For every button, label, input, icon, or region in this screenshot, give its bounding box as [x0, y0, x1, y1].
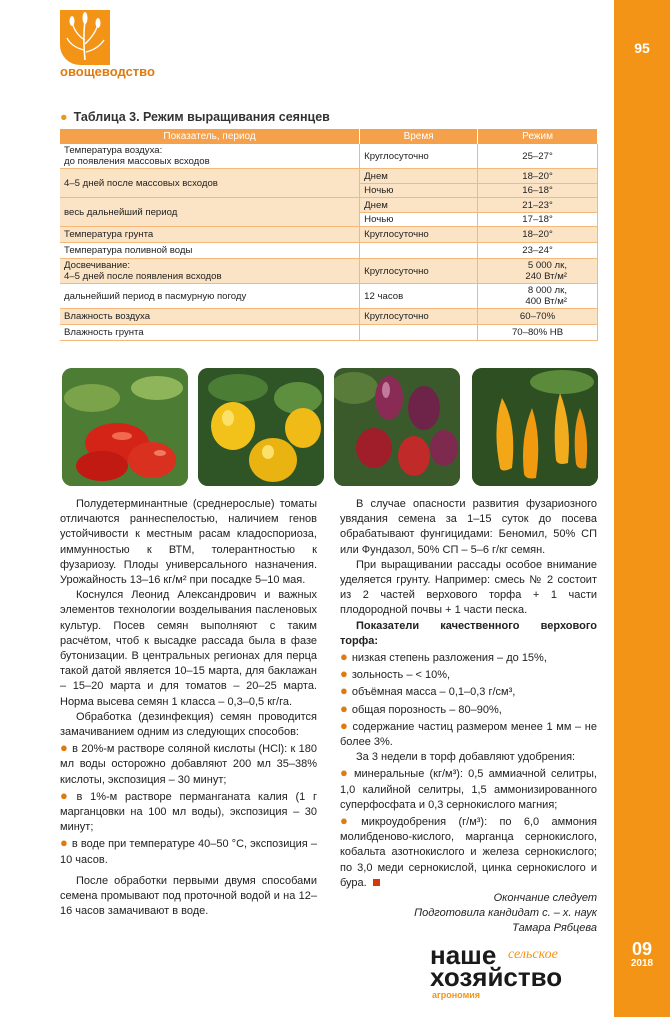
cell-mode: 18–20° [478, 169, 598, 184]
cell-time: 12 часов [360, 284, 478, 309]
list-item-text: микроудобрения (г/м³): по 6,0 аммония молибденово-кислого, марганца сернокислого, кобальта азотнокислого и железа сернокислого; по 3,0 меди сернокислой, цинка сернокислого и бура. [340, 816, 597, 889]
table-header-time: Время [360, 129, 478, 144]
cell-indicator: Температура воздуха: до появления массовых всходов [60, 144, 360, 169]
list-item [60, 835, 317, 867]
cell-mode: 21–23° [478, 198, 598, 213]
page-number: 95 [634, 40, 650, 56]
list-item-text: содержание частиц размером менее 1 мм – не более 3%. [340, 720, 597, 749]
cell-time: Круглосуточно [360, 144, 478, 169]
signature-line: Тамара Рябцева [512, 922, 597, 935]
cell-time [360, 325, 478, 341]
table-row [60, 325, 598, 341]
magazine-title-2: хозяйство [430, 962, 563, 992]
orange-pepper-photo [472, 368, 598, 486]
signature-line: Окончание следует [493, 892, 597, 905]
cell-time: Ночью [360, 213, 478, 227]
cell-indicator: весь дальнейший период [60, 198, 360, 227]
table-row [60, 198, 598, 213]
cell-mode: 18–20° [478, 227, 598, 243]
cell-mode: 23–24° [478, 243, 598, 259]
bullet-icon: ● [60, 110, 68, 124]
right-text-column [340, 497, 597, 937]
cell-indicator: Досвечивание: 4–5 дней после появления всходов [60, 259, 360, 284]
section-label: овощеводство [60, 64, 155, 79]
paragraph: Полудетерминантные (среднерослые) томаты отличаются раннеспелостью, наличием генов устойчивости к местным расам кладоспориоза, иммунностью к ВТМ, толерантностью к фузариозу. Плоды универсального назначения. Урожайность 13–16 кг/м² при посадке 5–10 мая. [60, 498, 317, 587]
list-item [60, 740, 317, 788]
table-row [60, 227, 598, 243]
bullet-icon: ● [340, 813, 358, 829]
bullet-icon: ● [60, 835, 68, 851]
seedling-table [60, 129, 598, 341]
table-row [60, 259, 598, 284]
magazine-sub: сельское [508, 947, 558, 962]
magazine-title-1: наше [430, 940, 497, 970]
red-pepper-photo [62, 368, 188, 486]
page-side-strip [614, 0, 670, 1017]
magazine-tag: агрономия [432, 990, 481, 1000]
left-text-column [60, 497, 317, 919]
cell-time [360, 243, 478, 259]
cell-time: Днем [360, 169, 478, 184]
subheading: Показатели качественного верхового торфа: [340, 619, 597, 647]
purple-pepper-photo [334, 368, 460, 486]
cell-mode: 70–80% НВ [478, 325, 598, 341]
list-item-text: низкая степень разложения – до 15%, [351, 652, 547, 665]
list-item-text: в воде при температуре 40–50 °С, экспозиция – 10 часов. [60, 838, 317, 866]
table-row [60, 169, 598, 184]
yellow-pepper-photo [198, 368, 324, 486]
list-item-text: в 1%-м растворе перманганата калия (1 г марганцовки на 100 мл воды), экспозиция – 30 минут; [60, 790, 317, 834]
bullet-icon: ● [340, 683, 348, 699]
end-mark-icon [373, 879, 380, 886]
bullet-icon: ● [340, 700, 348, 716]
cell-indicator: Температура грунта [60, 227, 360, 243]
cell-indicator: 4–5 дней после массовых всходов [60, 169, 360, 198]
list-item [340, 649, 597, 666]
magazine-logo [430, 940, 610, 1000]
table-title-text: Таблица 3. Режим выращивания сеянцев [73, 110, 330, 124]
paragraph: В случае опасности развития фузариозного увядания семена за 1–15 суток до посева обрабатывают фунгицидами: Беномил, 50% СП или Фундазол, 50% СП – 5–6 г/кг семян. [340, 498, 597, 556]
list-item [340, 765, 597, 813]
paragraph: За 3 недели в торф добавляют удобрения: [356, 751, 576, 764]
list-item [340, 701, 597, 718]
paragraph: Обработка (дезинфекция) семян проводится замачиванием одним из следующих способов: [60, 710, 317, 739]
cell-mode: 8 000 лк, 400 Вт/м² [478, 284, 598, 309]
list-item-text: объёмная масса – 0,1–0,3 г/см³, [351, 686, 516, 699]
table-row [60, 284, 598, 309]
list-item [60, 788, 317, 836]
bullet-icon: ● [60, 787, 73, 803]
bullet-icon: ● [340, 717, 349, 733]
cell-time: Днем [360, 198, 478, 213]
table-row [60, 243, 598, 259]
list-item-text: зольность – < 10%, [351, 669, 451, 682]
issue-number: 09 [631, 939, 653, 959]
cell-indicator: Температура поливной воды [60, 243, 360, 259]
bullet-icon: ● [340, 765, 350, 781]
section-logo-icon [60, 10, 110, 65]
paragraph: При выращивании рассады особое внимание уделяется грунту. Например: смесь № 2 состоит из 2 частей верхового торфа + 1 части плодородной почвы + 1 части песка. [340, 558, 597, 617]
cell-time: Круглосуточно [360, 309, 478, 325]
bullet-icon: ● [60, 740, 69, 756]
bullet-icon: ● [340, 649, 348, 665]
list-item-text: общая порозность – 80–90%, [351, 703, 502, 716]
cell-time: Круглосуточно [360, 227, 478, 243]
table-row [60, 309, 598, 325]
list-item-text: минеральные (кг/м³): 0,5 аммиачной селитры, 1,0 калийной селитры, 1,5 аммонизированного суперфосфата и 0,3 сернокислого магния; [340, 768, 597, 811]
list-item [340, 718, 597, 750]
table-row [60, 144, 598, 169]
cell-mode: 5 000 лк, 240 Вт/м² [478, 259, 598, 284]
bullet-icon: ● [340, 666, 348, 682]
signature-line: Подготовила кандидат с. – х. наук [414, 907, 597, 920]
cell-mode: 16–18° [478, 184, 598, 198]
issue-badge [614, 940, 670, 969]
cell-mode: 60–70% [478, 309, 598, 325]
cell-mode: 17–18° [478, 213, 598, 227]
pepper-photos [62, 368, 598, 488]
list-item [340, 666, 597, 683]
list-item-text: в 20%-м растворе соляной кислоты (HCl): к 180 мл воды осторожно добавляют 200 мл 35–38% кислоты, экспозиция – 30 минут; [60, 743, 317, 786]
issue-year: 2018 [630, 958, 654, 969]
cell-time: Ночью [360, 184, 478, 198]
cell-mode: 25–27° [478, 144, 598, 169]
table-header-indicator: Показатель, период [60, 129, 360, 144]
paragraph: Коснулся Леонид Александрович и важных элементов технологии возделывания пасленовых культур. Посев семян выполняют с таким расчётом, чтоб к высадке рассада была в фазе бутонизации. В центральных регионах для перца такой датой является 10–15 марта, для баклажан – 15–20 марта и для томатов – 20–25 марта. Норма высева семян 1 класса – 0,3–0,5 кг/га. [60, 589, 317, 708]
list-item [340, 683, 597, 700]
table-title [60, 110, 330, 124]
cell-indicator: Влажность воздуха [60, 309, 360, 325]
cell-indicator: Влажность грунта [60, 325, 360, 341]
cell-time: Круглосуточно [360, 259, 478, 284]
table-header-mode: Режим [478, 129, 598, 144]
paragraph: После обработки первыми двумя способами семена промывают под проточной водой и на 12–16 часов замачивают в воде. [60, 874, 317, 918]
list-item [340, 813, 597, 891]
cell-indicator: дальнейший период в пасмурную погоду [60, 284, 360, 309]
